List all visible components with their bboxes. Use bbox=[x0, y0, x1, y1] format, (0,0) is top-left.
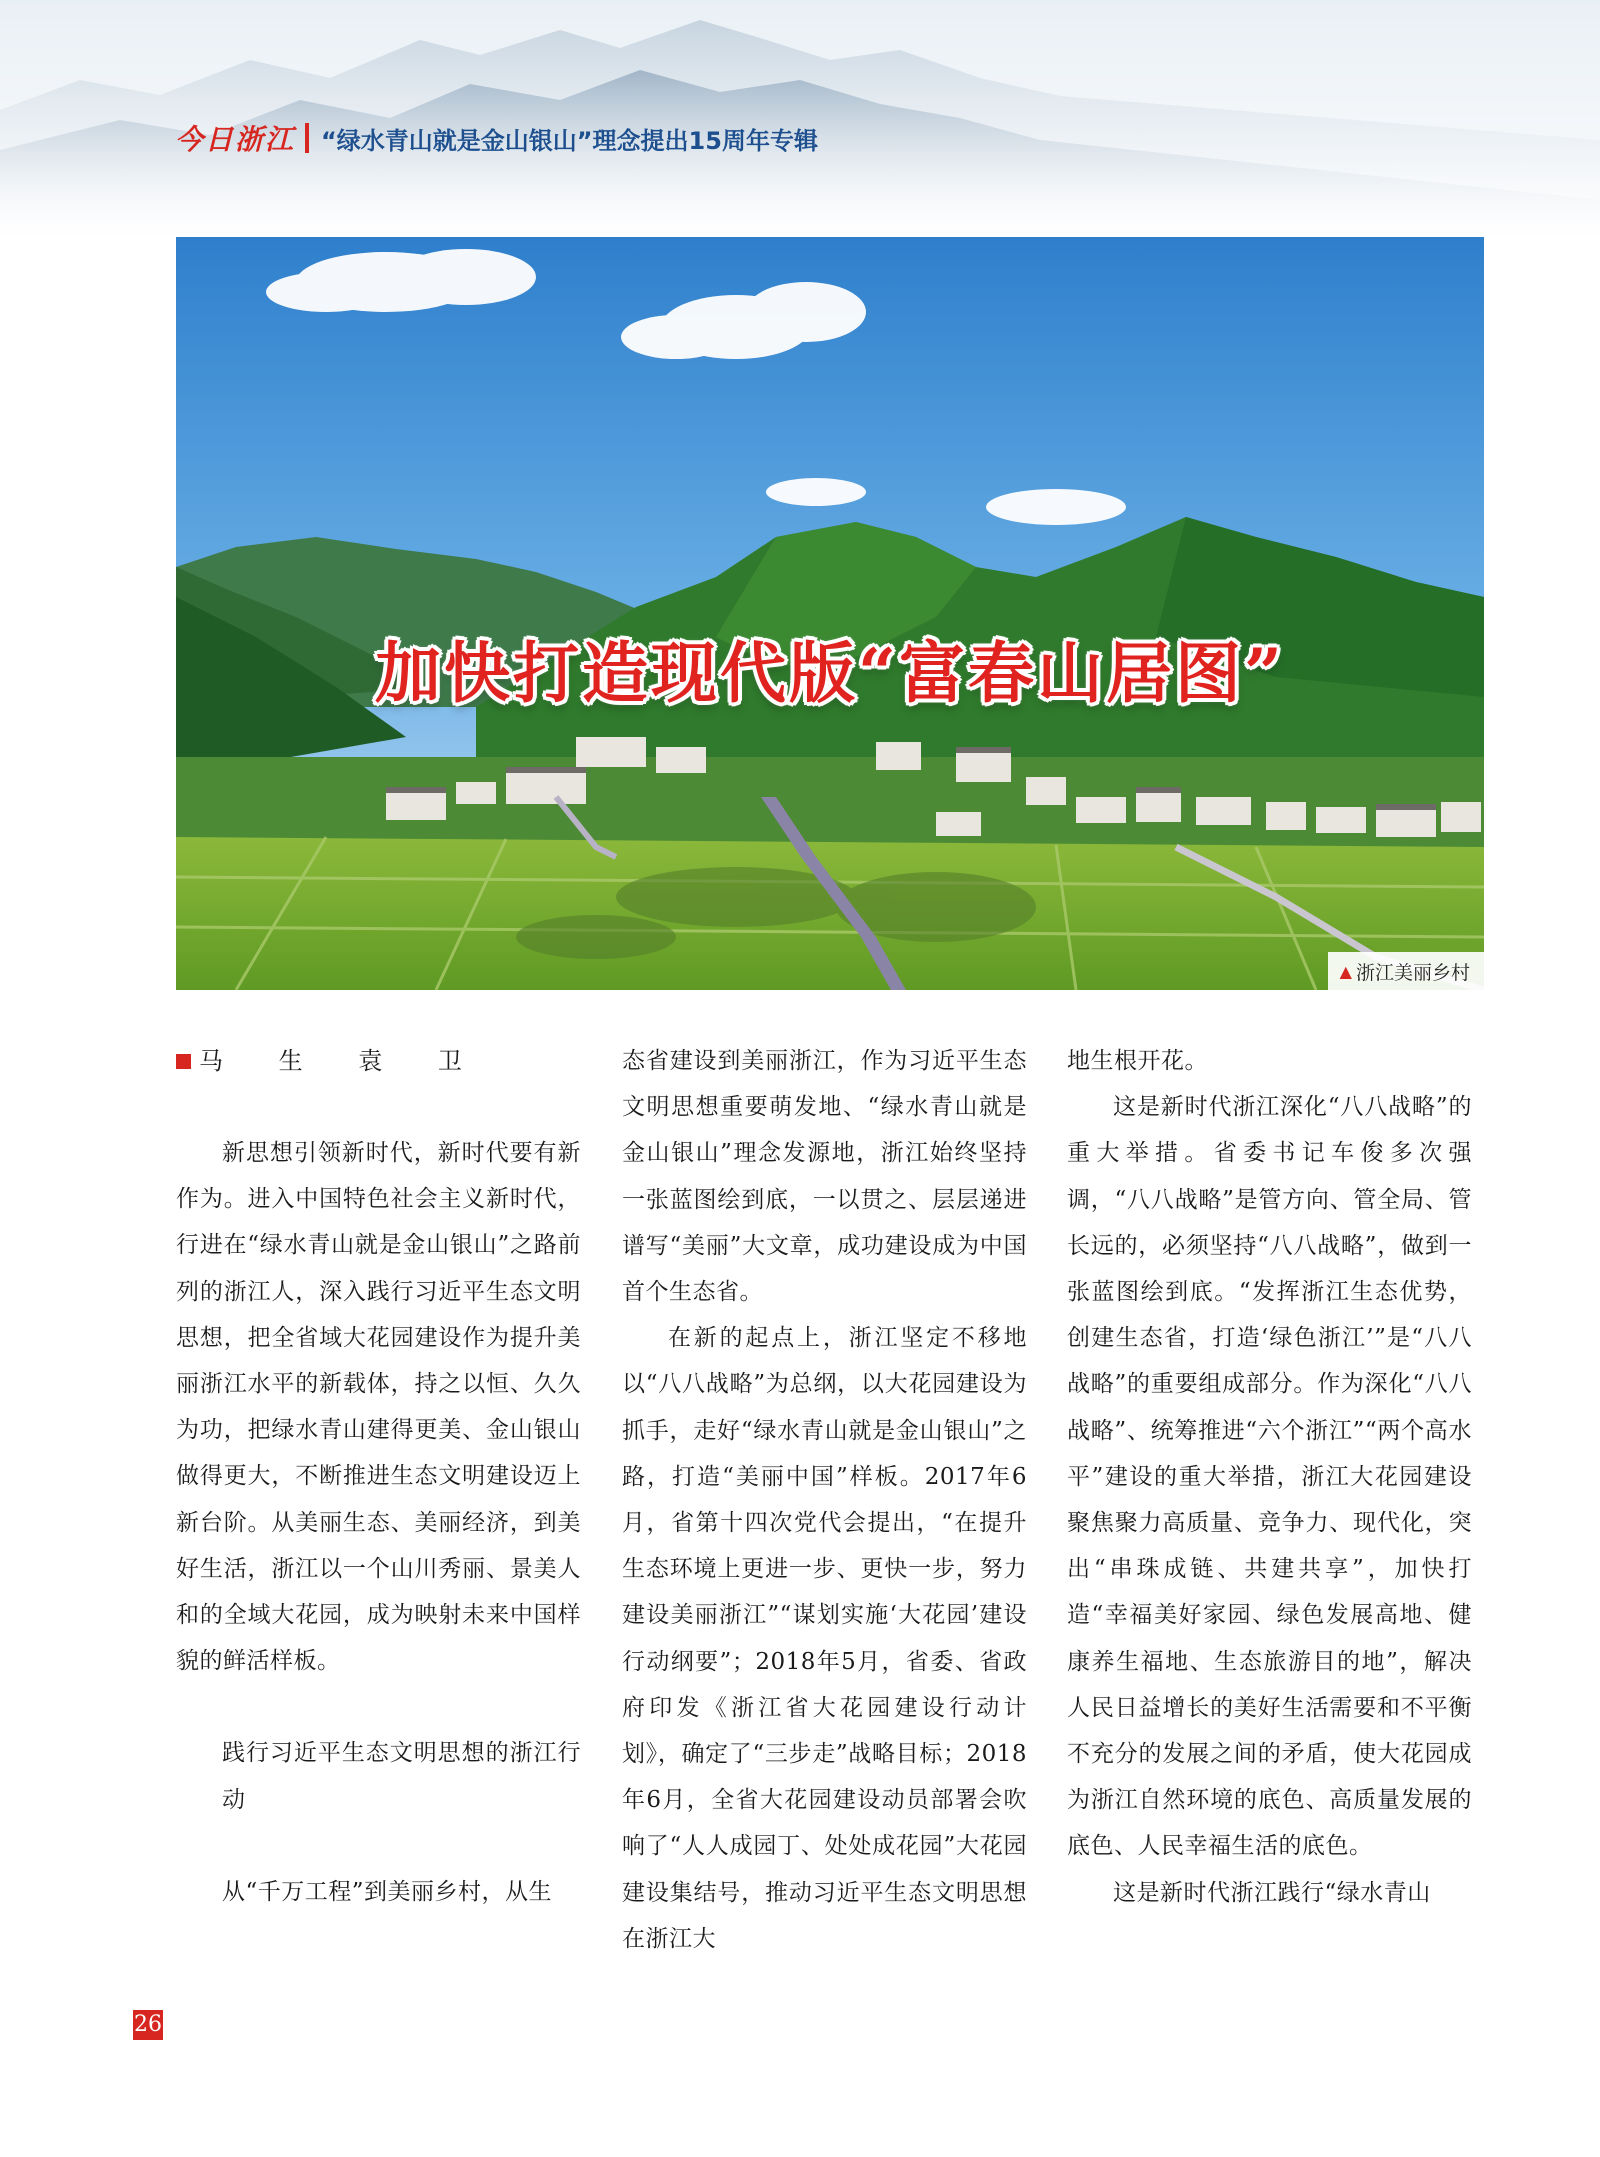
paragraph: 地生根开花。 bbox=[1067, 1048, 1208, 1074]
square-marker-icon bbox=[176, 1054, 191, 1069]
header-divider bbox=[305, 123, 309, 153]
village-landscape-illustration bbox=[176, 237, 1484, 990]
series-title: “绿水青山就是金山银山”理念提出15周年专辑 bbox=[321, 126, 818, 155]
triangle-up-icon: ▲ bbox=[1339, 961, 1352, 981]
byline bbox=[176, 1038, 581, 1084]
page-number: 26 bbox=[133, 2010, 163, 2040]
article-title: 加快打造现代版“富春山居图” bbox=[375, 634, 1285, 712]
text-column-2 bbox=[622, 1038, 1027, 1962]
photo-caption bbox=[1328, 952, 1484, 990]
header-line bbox=[175, 118, 818, 158]
author-names: 马 生 袁 卫 bbox=[199, 1046, 486, 1075]
paragraph: 新思想引领新时代，新时代要有新作为。进入中国特色社会主义新时代，行进在“绿水青山就是金山银山”之路前列的浙江人，深入践行习近平生态文明思想，把全省域大花园建设作为提升美丽浙江水平的新载体，持之以恒、久久为功，把绿水青山建得更美、金山银山做得更大，不断推进生态文明建设迈上新台阶。从美丽生态、美丽经济，到美好生活，浙江以一个山川秀丽、景美人和的全域大花园，成为映射未来中国样貌的鲜活样板。 bbox=[176, 1140, 581, 1675]
paragraph: 态省建设到美丽浙江，作为习近平生态文明思想重要萌发地、“绿水青山就是金山银山”理念发源地，浙江始终坚持一张蓝图绘到底，一以贯之、层层递进谱写“美丽”大文章，成功建设成为中国首个生态省。 bbox=[622, 1048, 1027, 1306]
text-column-1 bbox=[176, 1038, 581, 1915]
text-column-3 bbox=[1067, 1038, 1472, 1916]
hero-image bbox=[176, 237, 1484, 990]
paragraph: 这是新时代浙江深化“八八战略”的重大举措。省委书记车俊多次强调，“八八战略”是管方向、管全局、管长远的，必须坚持“八八战略”，做到一张蓝图绘到底。“发挥浙江生态优势，创建生态省，打造‘绿色浙江’”是“八八战略”的重要组成部分。作为深化“八八战略”、统筹推进“六个浙江”“两个高水平”建设的重大举措，浙江大花园建设聚焦聚力高质量、竞争力、现代化，突出“串珠成链、共建共享”，加快打造“幸福美好家园、绿色发展高地、健康养生福地、生态旅游目的地”，解决人民日益增长的美好生活需要和不平衡不充分的发展之间的矛盾，使大花园成为浙江自然环境的底色、高质量发展的底色、人民幸福生活的底色。 bbox=[1067, 1094, 1472, 1860]
section-heading: 践行习近平生态文明思想的浙江行动 bbox=[222, 1740, 581, 1813]
header-band bbox=[0, 0, 1600, 240]
photo-caption-text: 浙江美丽乡村 bbox=[1355, 961, 1470, 984]
paragraph: 在新的起点上，浙江坚定不移地以“八八战略”为总纲，以大花园建设为抓手，走好“绿水青山就是金山银山”之路，打造“美丽中国”样板。2017年6月，省第十四次党代会提出，“在提升生态环境上更进一步、更快一步，努力建设美丽浙江”“谋划实施‘大花园’建设行动纲要”；2018年5月，省委、省政府印发《浙江省大花园建设行动计划》，确定了“三步走”战略目标；2018年6月，全省大花园建设动员部署会吹响了“人人成园丁、处处成花园”大花园建设集结号，推动习近平生态文明思想在浙江大 bbox=[622, 1325, 1027, 1952]
brand-logo: 今日浙江 bbox=[175, 123, 296, 156]
paragraph: 从“千万工程”到美丽乡村，从生 bbox=[222, 1878, 553, 1905]
paragraph: 这是新时代浙江践行“绿水青山 bbox=[1113, 1879, 1431, 1906]
